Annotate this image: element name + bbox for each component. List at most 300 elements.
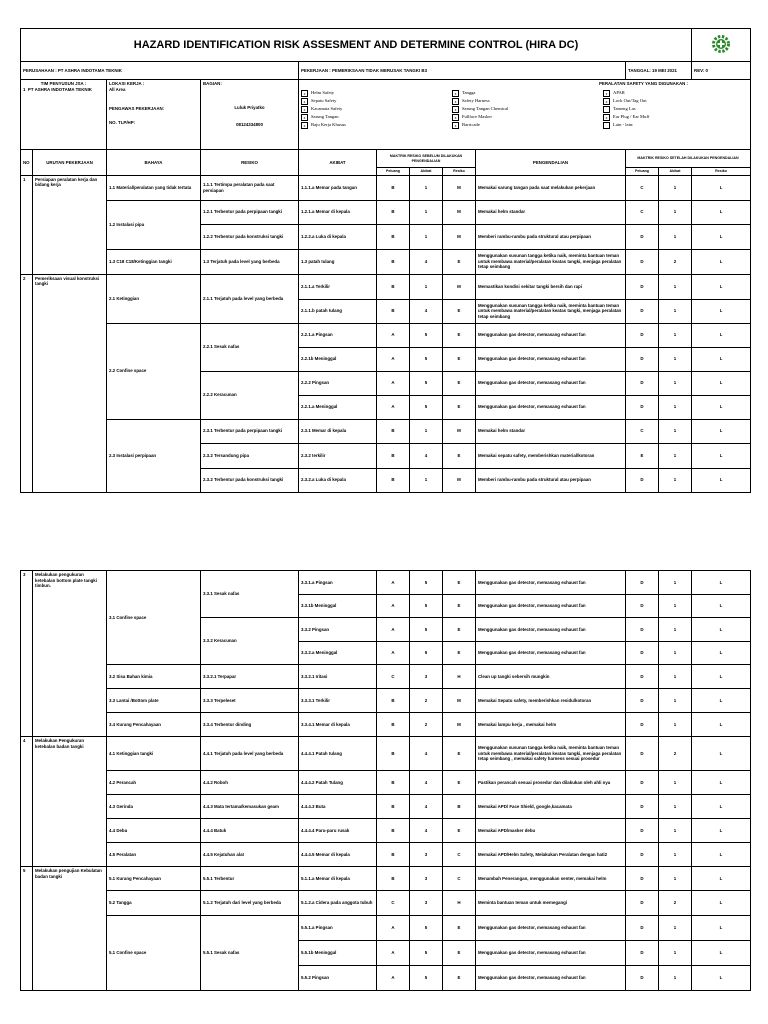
col-chance: Peluang bbox=[626, 168, 659, 176]
row-impact-after: 1 bbox=[659, 443, 692, 468]
row-effect: 2.3.1 Memar di kepala bbox=[299, 419, 377, 443]
row-chance-before: B bbox=[377, 771, 410, 795]
row-level-before: E bbox=[443, 819, 476, 843]
row-impact-before: 4 bbox=[410, 737, 443, 771]
row-effect: 5.5.1.a Pingsan bbox=[299, 916, 377, 941]
row-level-before: M bbox=[443, 689, 476, 713]
row-impact-after: 1 bbox=[659, 642, 692, 665]
checkbox: x bbox=[603, 114, 610, 121]
row-chance-before: B bbox=[377, 274, 410, 299]
row-chance-before: B bbox=[377, 175, 410, 200]
row-impact-before: 2 bbox=[410, 713, 443, 737]
row-effect: 3.3.2 Pingsan bbox=[299, 618, 377, 642]
row-hazard: 3.2 Sisa Bahan kimia bbox=[107, 665, 201, 689]
col-level: Resiko bbox=[692, 168, 751, 176]
row-impact-after: 1 bbox=[659, 371, 692, 395]
checkbox: x bbox=[301, 114, 308, 121]
row-chance-after: D bbox=[626, 891, 659, 916]
row-impact-before: 4 bbox=[410, 795, 443, 819]
row-chance-before: A bbox=[377, 347, 410, 371]
row-level-before: B bbox=[443, 795, 476, 819]
row-impact-after: 1 bbox=[659, 689, 692, 713]
phone-value: 08124334800 bbox=[236, 122, 263, 128]
row-impact-before: 4 bbox=[410, 819, 443, 843]
row-impact-before: 1 bbox=[410, 224, 443, 249]
row-chance-after: D bbox=[626, 224, 659, 249]
row-chance-after: D bbox=[626, 867, 659, 891]
table-row bbox=[21, 274, 751, 299]
row-risk: 1.3 Terjatuh pada level yang berbeda bbox=[201, 249, 299, 274]
row-impact-before: 3 bbox=[410, 867, 443, 891]
table-row bbox=[21, 737, 751, 771]
col-risk: RESIKO bbox=[201, 150, 299, 176]
row-level-after: L bbox=[692, 891, 751, 916]
row-effect: 3.3.2.1 Iritasi bbox=[299, 665, 377, 689]
row-chance-before: A bbox=[377, 941, 410, 966]
row-level-after: L bbox=[692, 175, 751, 200]
table-row bbox=[21, 843, 751, 867]
table-row bbox=[21, 689, 751, 713]
ppe-item: x Ear Plug / Ear Muff bbox=[603, 114, 748, 121]
row-effect: 3.3.3.1 Terkilir bbox=[299, 689, 377, 713]
document-date: TANGGAL: 19 MEI 2021 bbox=[626, 62, 692, 80]
row-impact-after: 1 bbox=[659, 274, 692, 299]
row-level-before: E bbox=[443, 443, 476, 468]
row-hazard: 3.3 Lantai /Bottom plate bbox=[107, 689, 201, 713]
row-impact-before: 5 bbox=[410, 618, 443, 642]
row-effect: 2.2.1.a Meninggal bbox=[299, 395, 377, 419]
row-impact-before: 1 bbox=[410, 175, 443, 200]
ppe-item: x Sarung Tangan Chemical bbox=[452, 106, 597, 113]
table-row bbox=[21, 771, 751, 795]
row-effect: 2.3.2 terkilir bbox=[299, 443, 377, 468]
row-impact-after: 1 bbox=[659, 571, 692, 595]
row-control: Menggunakan gas detector, memasang exhaust fan bbox=[476, 642, 626, 665]
row-level-after: L bbox=[692, 713, 751, 737]
table-row bbox=[21, 571, 751, 595]
table-row bbox=[21, 249, 751, 274]
risk-table-body bbox=[21, 175, 751, 492]
ppe-label: PERALATAN SAFETY YANG DIGUNAKAN : bbox=[598, 81, 689, 86]
row-hazard: 2.2 Confine space bbox=[107, 323, 201, 419]
row-level-after: L bbox=[692, 395, 751, 419]
row-level-after: L bbox=[692, 347, 751, 371]
row-risk: 4.4.4 Batuk bbox=[201, 819, 299, 843]
row-chance-before: B bbox=[377, 795, 410, 819]
row-impact-before: 5 bbox=[410, 916, 443, 941]
row-level-after: L bbox=[692, 941, 751, 966]
checkbox: x bbox=[452, 90, 459, 97]
row-level-before: M bbox=[443, 224, 476, 249]
row-chance-before: C bbox=[377, 665, 410, 689]
row-effect: 4.4.4.2 Patah Tulang bbox=[299, 771, 377, 795]
row-impact-after: 1 bbox=[659, 323, 692, 347]
table-row bbox=[21, 795, 751, 819]
row-impact-before: 1 bbox=[410, 419, 443, 443]
col-level: Resiko bbox=[443, 168, 476, 176]
row-level-after: L bbox=[692, 819, 751, 843]
row-chance-after: D bbox=[626, 618, 659, 642]
row-risk: 5.5.1 Sesak nafas bbox=[201, 916, 299, 991]
ppe-item: x Sarung Tangan bbox=[301, 114, 446, 121]
col-no: NO bbox=[21, 150, 33, 176]
row-impact-after: 1 bbox=[659, 713, 692, 737]
table-row bbox=[21, 200, 751, 224]
table-row bbox=[21, 891, 751, 916]
row-chance-after: D bbox=[626, 595, 659, 618]
row-hazard: 4.4 Debu bbox=[107, 819, 201, 843]
row-level-before: M bbox=[443, 175, 476, 200]
row-chance-after: D bbox=[626, 299, 659, 323]
row-chance-before: A bbox=[377, 595, 410, 618]
row-risk: 2.1.1 Terjatuh pada level yang berbeda bbox=[201, 274, 299, 323]
row-effect: 3.3.1b Meninggal bbox=[299, 595, 377, 618]
row-level-before: E bbox=[443, 737, 476, 771]
checkbox: x bbox=[452, 114, 459, 121]
row-impact-after: 1 bbox=[659, 299, 692, 323]
row-no: 1 bbox=[21, 175, 33, 274]
row-impact-before: 5 bbox=[410, 395, 443, 419]
row-impact-before: 3 bbox=[410, 843, 443, 867]
row-impact-after: 1 bbox=[659, 771, 692, 795]
row-control: Menggunakan gas detector, memasang exhaust fan bbox=[476, 966, 626, 991]
row-level-before: E bbox=[443, 618, 476, 642]
row-chance-after: D bbox=[626, 737, 659, 771]
checkbox: x bbox=[301, 90, 308, 97]
row-chance-after: D bbox=[626, 916, 659, 941]
row-chance-after: C bbox=[626, 419, 659, 443]
row-chance-after: D bbox=[626, 819, 659, 843]
row-hazard: 4.3 Gerinda bbox=[107, 795, 201, 819]
row-chance-after: D bbox=[626, 571, 659, 595]
row-risk: 3.3.3 Terpeleset bbox=[201, 689, 299, 713]
company-name: PERUSAHAAN : PT ASHRA INDOTAMA TEKNIK bbox=[21, 62, 299, 80]
row-impact-before: 4 bbox=[410, 771, 443, 795]
row-chance-before: B bbox=[377, 249, 410, 274]
row-level-before: C bbox=[443, 843, 476, 867]
row-effect: 1.3 patah tulang bbox=[299, 249, 377, 274]
row-level-after: L bbox=[692, 595, 751, 618]
row-impact-before: 1 bbox=[410, 200, 443, 224]
row-chance-before: B bbox=[377, 689, 410, 713]
row-hazard: 2.3 Instalasi perpipaan bbox=[107, 419, 201, 492]
checkbox: x bbox=[452, 98, 459, 105]
row-hazard: 5.1 Confine space bbox=[107, 916, 201, 991]
row-level-before: E bbox=[443, 966, 476, 991]
row-level-before: M bbox=[443, 200, 476, 224]
row-no: 3 bbox=[21, 571, 33, 737]
table-row bbox=[21, 665, 751, 689]
part-label: BAGIAN: bbox=[203, 81, 222, 86]
row-hazard: 1.1 Material/peralatan yang tidak tertata bbox=[107, 175, 201, 200]
row-impact-before: 2 bbox=[410, 689, 443, 713]
location-value: All Area bbox=[109, 86, 126, 92]
row-effect: 4.4.4.4 Paru-paru rusak bbox=[299, 819, 377, 843]
row-control: Memberi rambu-rambu pada struktural atau perpipaan bbox=[476, 224, 626, 249]
row-no: 2 bbox=[21, 274, 33, 492]
row-chance-before: A bbox=[377, 618, 410, 642]
row-impact-after: 1 bbox=[659, 795, 692, 819]
hira-header-table bbox=[20, 28, 751, 493]
supervisor-label: PENGAWAS PEKERJAAN: bbox=[109, 106, 165, 112]
location-section bbox=[107, 80, 201, 150]
row-chance-before: C bbox=[377, 891, 410, 916]
row-impact-after: 1 bbox=[659, 618, 692, 642]
row-risk: 4.4.1 Terjatuh pada level yang berbeda bbox=[201, 737, 299, 771]
row-chance-before: A bbox=[377, 966, 410, 991]
row-chance-after: D bbox=[626, 713, 659, 737]
row-effect: 3.3.1.a Pingsan bbox=[299, 571, 377, 595]
checkbox: x bbox=[452, 122, 459, 129]
row-level-after: L bbox=[692, 299, 751, 323]
row-impact-before: 4 bbox=[410, 299, 443, 323]
table-row bbox=[21, 175, 751, 200]
row-level-after: L bbox=[692, 443, 751, 468]
row-impact-after: 1 bbox=[659, 819, 692, 843]
row-chance-before: B bbox=[377, 224, 410, 249]
row-control: Memakai sarung tangan pada saat melakukan pekerjaan bbox=[476, 175, 626, 200]
row-risk: 4.4.3 Mata tertama/kemasukan geam bbox=[201, 795, 299, 819]
col-impact: Akibat bbox=[659, 168, 692, 176]
row-risk: 4.4.2 Roboh bbox=[201, 771, 299, 795]
risk-table-body bbox=[21, 571, 751, 991]
ppe-item: x Tangga bbox=[452, 90, 597, 97]
row-risk: 2.3.2 Terbentur pada konstruksi tangki bbox=[201, 468, 299, 492]
row-chance-before: A bbox=[377, 395, 410, 419]
row-level-after: L bbox=[692, 323, 751, 347]
checkbox bbox=[603, 122, 610, 129]
row-impact-after: 1 bbox=[659, 347, 692, 371]
row-control: Menggunakan gas detector, memasang exhaust fan bbox=[476, 347, 626, 371]
row-impact-after: 1 bbox=[659, 941, 692, 966]
row-level-after: L bbox=[692, 618, 751, 642]
row-control: Memakai APD/Helm Safety, Melakukan Peralatan dengan hati2 bbox=[476, 843, 626, 867]
row-level-after: L bbox=[692, 966, 751, 991]
hira-continuation-table bbox=[20, 570, 751, 991]
row-level-after: L bbox=[692, 867, 751, 891]
row-effect: 4.4.4.3 Buta bbox=[299, 795, 377, 819]
col-step: URUTAN PEKERJAAN bbox=[33, 150, 107, 176]
row-control: Menggunakan gas detector, memasang exhaust fan bbox=[476, 371, 626, 395]
revision: REV: 0 bbox=[692, 62, 751, 80]
ppe-item: x APAR bbox=[603, 90, 748, 97]
row-chance-after: D bbox=[626, 468, 659, 492]
row-impact-before: 1 bbox=[410, 468, 443, 492]
row-chance-before: A bbox=[377, 323, 410, 347]
row-chance-after: D bbox=[626, 689, 659, 713]
row-level-before: E bbox=[443, 595, 476, 618]
job-name: PEKERJAAN : PEMERIKSAAN TIDAK MERUSAK TANGKI B3 bbox=[299, 62, 626, 80]
row-hazard: 4.5 Peralatan bbox=[107, 843, 201, 867]
row-control: Menggunakan gas detector, memasang exhaust fan bbox=[476, 323, 626, 347]
row-level-before: H bbox=[443, 665, 476, 689]
row-control: Menambah Penerangan, menggunakan senter, memakai helm bbox=[476, 867, 626, 891]
row-effect: 5.5.2 Pingsan bbox=[299, 966, 377, 991]
row-control: Memakai Sepatu safety, memberishkan residu/kotoran bbox=[476, 689, 626, 713]
ppe-item: x Barricade bbox=[452, 122, 597, 129]
row-risk: 2.3.2 Tersandung pipa bbox=[201, 443, 299, 468]
table-row bbox=[21, 867, 751, 891]
row-impact-after: 1 bbox=[659, 395, 692, 419]
row-impact-before: 3 bbox=[410, 891, 443, 916]
row-step: Melakukan pengujian Kebulatan badan tangki bbox=[33, 867, 107, 991]
ppe-item: x Fullface Masker bbox=[452, 114, 597, 121]
row-impact-after: 1 bbox=[659, 843, 692, 867]
document-page-2 bbox=[20, 570, 750, 1024]
row-risk: 4.4.5 Kejatuhan alat bbox=[201, 843, 299, 867]
row-chance-after: D bbox=[626, 371, 659, 395]
row-effect: 2.2.1b Meninggal bbox=[299, 347, 377, 371]
row-chance-before: B bbox=[377, 713, 410, 737]
document-page-1 bbox=[20, 28, 750, 508]
row-impact-before: 5 bbox=[410, 323, 443, 347]
row-chance-before: A bbox=[377, 571, 410, 595]
col-effect: AKIBAT bbox=[299, 150, 377, 176]
row-risk: 2.2.1 Sesak nafas bbox=[201, 323, 299, 371]
row-control: Menggunakan susunan tangga ketika naik, meminta bantuan teman untuk membawa material/peralatan keatas tangki, menjaga peralatan tetap seimbang bbox=[476, 299, 626, 323]
row-impact-after: 1 bbox=[659, 916, 692, 941]
ppe-item: x Safety Harness bbox=[452, 98, 597, 105]
row-control: Memakai sepatu safety, memberishkan material/kotoran bbox=[476, 443, 626, 468]
row-effect: 3.3.4.1 Memar di kepala bbox=[299, 713, 377, 737]
row-level-after: L bbox=[692, 274, 751, 299]
checkbox: x bbox=[452, 106, 459, 113]
row-level-after: L bbox=[692, 571, 751, 595]
row-risk: 3.3.2.1 Terpapar bbox=[201, 665, 299, 689]
ppe-item: x Helm Safety bbox=[301, 90, 446, 97]
row-control: Menggunakan gas detector, memasang exhaust fan bbox=[476, 916, 626, 941]
row-impact-after: 1 bbox=[659, 966, 692, 991]
row-effect: 4.4.4.5 Memar di kepala bbox=[299, 843, 377, 867]
page-title: HAZARD IDENTIFICATION RISK ASSESMENT AND DETERMINE CONTROL (HIRA DC) bbox=[21, 29, 692, 62]
row-level-after: L bbox=[692, 224, 751, 249]
row-step: Pemeriksaan visual konstruksi tangki bbox=[33, 274, 107, 492]
row-level-before: E bbox=[443, 571, 476, 595]
row-chance-after: D bbox=[626, 323, 659, 347]
ppe-item: x Kacamata Safety bbox=[301, 106, 446, 113]
row-control: Menggunakan gas detector, memasang exhaust fan bbox=[476, 595, 626, 618]
row-impact-after: 1 bbox=[659, 419, 692, 443]
checkbox: x bbox=[603, 90, 610, 97]
team-section bbox=[21, 80, 107, 150]
row-level-after: L bbox=[692, 771, 751, 795]
row-chance-after: D bbox=[626, 843, 659, 867]
checkbox bbox=[603, 106, 610, 113]
row-control: Menggunakan susunan tangga ketika naik, meminta bantuan teman untuk membawa material/peralatan keatas tangki, menjaga peralatan tetap seimbang bbox=[476, 249, 626, 274]
row-impact-before: 1 bbox=[410, 274, 443, 299]
col-impact: Akibat bbox=[410, 168, 443, 176]
row-control: Memastikan kondisi sekitar tangki bersih dan rapi bbox=[476, 274, 626, 299]
row-level-before: E bbox=[443, 299, 476, 323]
row-chance-after: E bbox=[626, 443, 659, 468]
row-level-before: E bbox=[443, 249, 476, 274]
row-impact-after: 2 bbox=[659, 891, 692, 916]
row-chance-after: D bbox=[626, 642, 659, 665]
part-section bbox=[201, 80, 299, 150]
row-control: Menggunakan susunan tangga ketika naik, meminta bantuan teman untuk membawa material/peralatan keatas tangki, menjaga peralatan tetap seimbang , memakai safety harness sesuai prosedur bbox=[476, 737, 626, 771]
table-row bbox=[21, 713, 751, 737]
row-hazard: 4.1 Ketinggian tangki bbox=[107, 737, 201, 771]
row-chance-after: D bbox=[626, 274, 659, 299]
row-level-before: E bbox=[443, 347, 476, 371]
checkbox: x bbox=[301, 98, 308, 105]
row-effect: 2.2.2 Pingsan bbox=[299, 371, 377, 395]
row-effect: 5.1.2.a Cidera pada anggota tubuh bbox=[299, 891, 377, 916]
row-risk: 2.2.2 Keracunan bbox=[201, 371, 299, 419]
row-impact-after: 2 bbox=[659, 737, 692, 771]
row-chance-before: B bbox=[377, 843, 410, 867]
team-member: PT ASHRA INDOTAMA TEKNIK bbox=[27, 86, 92, 92]
team-member-no: 1 bbox=[23, 86, 26, 92]
row-control: Memberi rambu-rambu pada struktural atau perpipaan bbox=[476, 468, 626, 492]
row-level-before: M bbox=[443, 713, 476, 737]
row-level-before: H bbox=[443, 891, 476, 916]
row-chance-after: D bbox=[626, 771, 659, 795]
row-risk: 2.3.1 Terbentur pada perpipaan tangki bbox=[201, 419, 299, 443]
row-no: 5 bbox=[21, 867, 33, 991]
row-effect: 5.1.1.a Memar di kepala bbox=[299, 867, 377, 891]
row-impact-after: 1 bbox=[659, 665, 692, 689]
location-label: LOKASI KERJA : bbox=[109, 81, 145, 86]
phone-label: NO. TLP/HP: bbox=[109, 119, 136, 125]
row-impact-before: 4 bbox=[410, 249, 443, 274]
row-impact-before: 4 bbox=[410, 443, 443, 468]
row-impact-before: 5 bbox=[410, 371, 443, 395]
row-level-before: E bbox=[443, 323, 476, 347]
row-level-after: L bbox=[692, 419, 751, 443]
gear-cross-icon bbox=[711, 34, 731, 54]
row-chance-before: A bbox=[377, 642, 410, 665]
row-impact-after: 1 bbox=[659, 200, 692, 224]
row-level-after: L bbox=[692, 468, 751, 492]
row-chance-before: B bbox=[377, 867, 410, 891]
row-level-after: L bbox=[692, 916, 751, 941]
row-step: Melakukan pengukuran ketebalan bottom plate tangki timbun. bbox=[33, 571, 107, 737]
row-effect: 4.4.4.1 Patah tulang bbox=[299, 737, 377, 771]
row-chance-before: B bbox=[377, 200, 410, 224]
row-no: 4 bbox=[21, 737, 33, 867]
row-risk: 3.3.2 Keracunan bbox=[201, 618, 299, 665]
row-control: Menggunakan gas detector, memasang exhaust fan bbox=[476, 941, 626, 966]
row-level-after: L bbox=[692, 371, 751, 395]
row-impact-after: 1 bbox=[659, 595, 692, 618]
row-effect: 5.5.1b Meninggal bbox=[299, 941, 377, 966]
row-level-before: E bbox=[443, 371, 476, 395]
row-effect: 2.2.1.a Pingsan bbox=[299, 323, 377, 347]
row-step: Persiapan peralatan kerja dan bidang kerja bbox=[33, 175, 107, 274]
row-chance-after: D bbox=[626, 966, 659, 991]
row-effect: 1.2.1.a Memar di kepala bbox=[299, 200, 377, 224]
row-chance-before: A bbox=[377, 916, 410, 941]
row-effect: 2.3.2.a Luka di kepala bbox=[299, 468, 377, 492]
col-control: PENGENDALIAN bbox=[476, 150, 626, 176]
row-effect: 1.2.2.a Luka di kepala bbox=[299, 224, 377, 249]
row-control: Memakai helm standar bbox=[476, 200, 626, 224]
row-chance-before: B bbox=[377, 443, 410, 468]
row-chance-before: B bbox=[377, 819, 410, 843]
row-control: Menggunakan gas detector, memasang exhaust fan bbox=[476, 571, 626, 595]
row-level-after: L bbox=[692, 737, 751, 771]
row-level-after: L bbox=[692, 795, 751, 819]
ppe-item: x Lock Out/Tag Out bbox=[603, 98, 748, 105]
signer-name: Luluk Priyatko bbox=[234, 104, 265, 110]
row-level-before: M bbox=[443, 274, 476, 299]
row-impact-before: 5 bbox=[410, 966, 443, 991]
row-impact-before: 3 bbox=[410, 665, 443, 689]
row-control: Menggunakan gas detector, memasang exhaust fan bbox=[476, 395, 626, 419]
row-level-before: C bbox=[443, 867, 476, 891]
row-level-before: E bbox=[443, 941, 476, 966]
